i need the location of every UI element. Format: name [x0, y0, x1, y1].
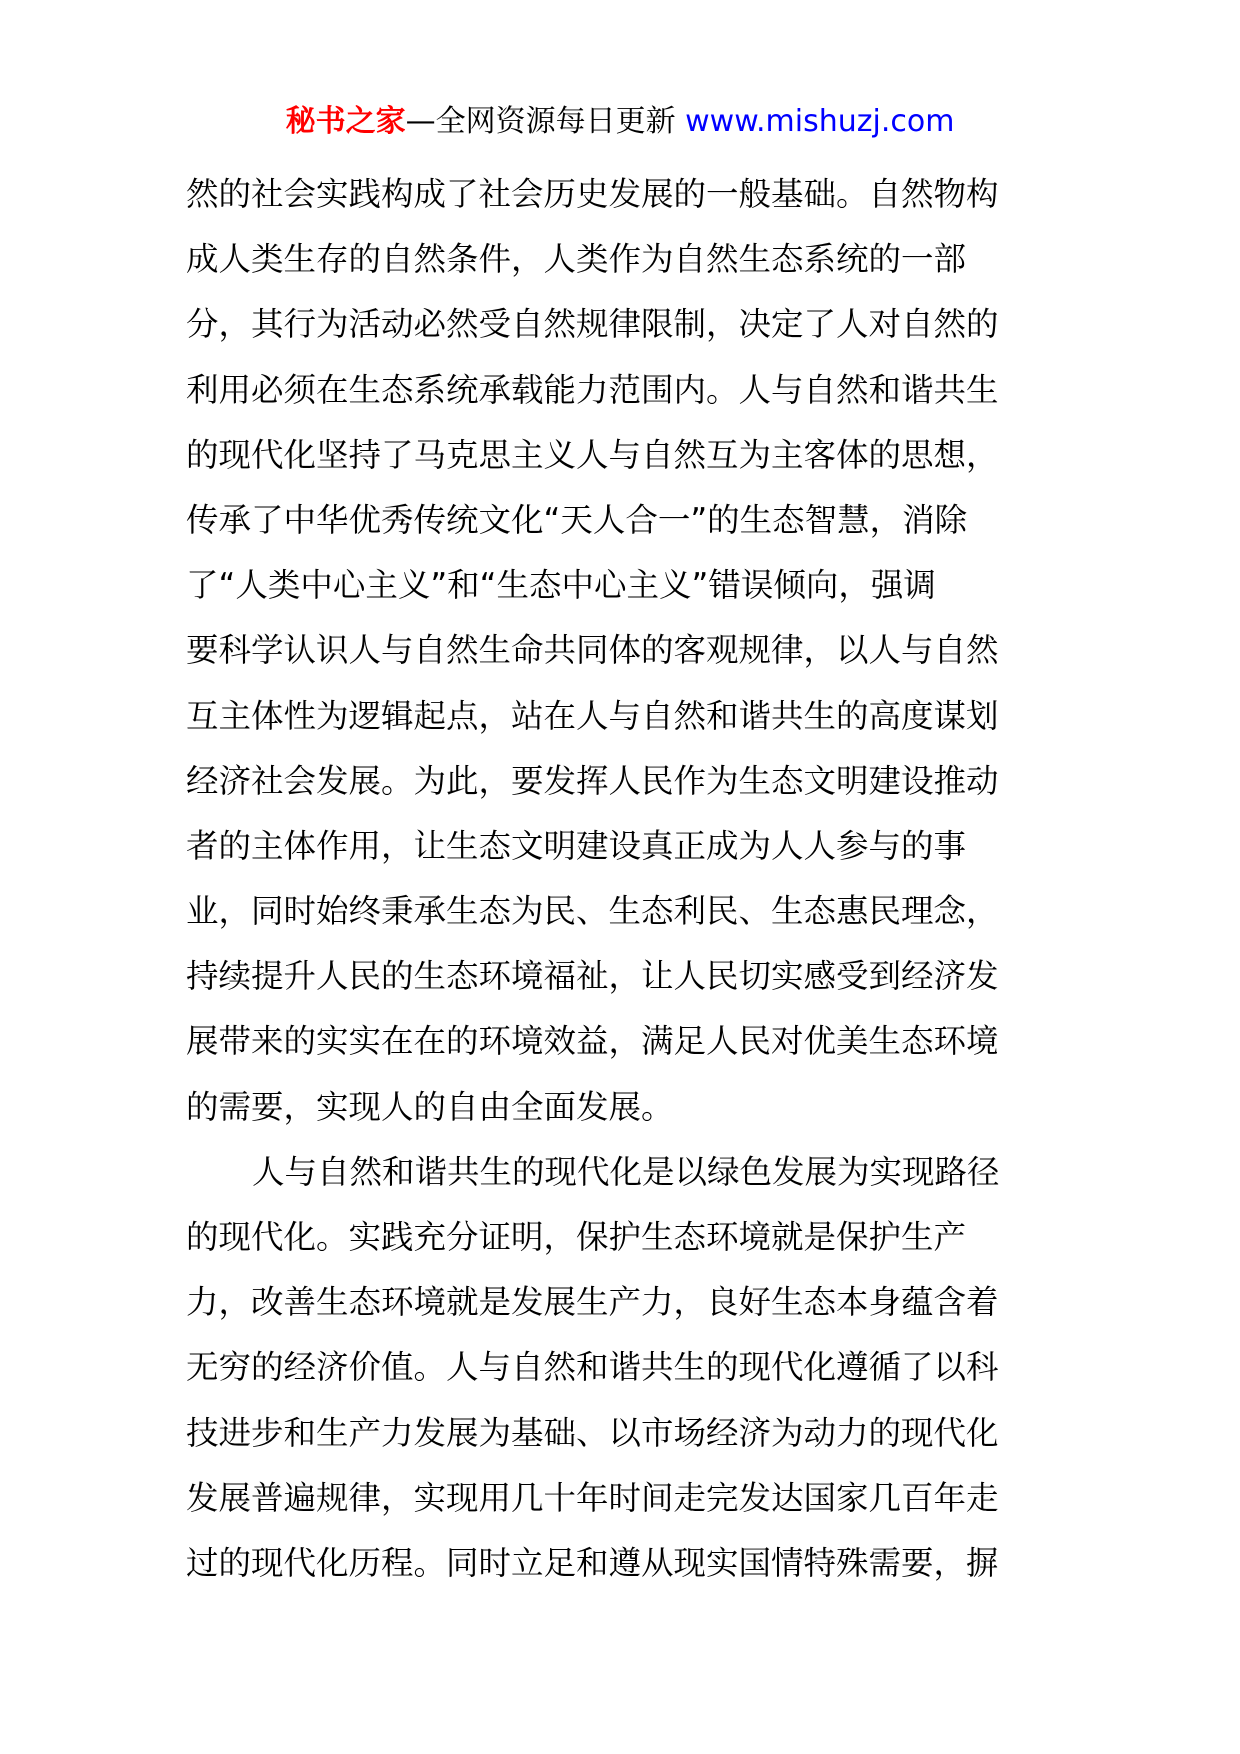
text-line: 的现代化。实践充分证明，保护生态环境就是保护生产	[186, 1218, 967, 1256]
text-line: 力，改善生态环境就是发展生产力，良好生态本身蕴含着	[186, 1283, 999, 1322]
text-line: 展带来的实实在在的环境效益，满足人民对优美生态环境	[186, 1022, 999, 1061]
text-line: 互主体性为逻辑起点，站在人与自然和谐共生的高度谋划	[186, 696, 999, 735]
text-line: 发展普遍规律，实现用几十年时间走完发达国家几百年走	[186, 1478, 999, 1517]
header-tagline: —全网资源每日更新	[405, 104, 686, 139]
text-line: 然的社会实践构成了社会历史发展的一般基础。自然物构	[186, 175, 999, 213]
text-line: 传承了中华优秀传统文化“天人合一”的生态智慧，消除	[186, 500, 968, 539]
text-line: 分，其行为活动必然受自然规律限制，决定了人对自然的	[186, 305, 999, 344]
text-line: 要科学认识人与自然生命共同体的客观规律，以人与自然	[186, 631, 999, 670]
text-line: 技进步和生产力发展为基础、以市场经济为动力的现代化	[186, 1413, 999, 1452]
site-url-link[interactable]: www.mishuzj.com	[685, 104, 955, 139]
text-line: 持续提升人民的生态环境福祉，让人民切实感受到经济发	[186, 957, 999, 996]
body-text	[186, 162, 1054, 1596]
text-line: 的现代化坚持了马克思主义人与自然互为主客体的思想，	[186, 435, 999, 474]
paragraph-start-line: 人与自然和谐共生的现代化是以绿色发展为实现路径	[252, 1152, 1000, 1191]
site-header	[0, 100, 1240, 144]
text-line: 过的现代化历程。同时立足和遵从现实国情特殊需要，摒	[186, 1543, 999, 1582]
text-line: 业，同时始终秉承生态为民、生态利民、生态惠民理念，	[186, 892, 999, 931]
text-line: 利用必须在生态系统承载能力范围内。人与自然和谐共生	[186, 370, 999, 409]
text-line: 无穷的经济价值。人与自然和谐共生的现代化遵循了以科	[186, 1348, 999, 1387]
text-line: 的需要，实现人的自由全面发展。	[186, 1087, 674, 1126]
brand-name: 秘书之家	[285, 104, 406, 139]
text-line: 经济社会发展。为此，要发挥人民作为生态文明建设推动	[186, 761, 999, 800]
text-line: 了“人类中心主义”和“生态中心主义”错误倾向，强调	[186, 566, 936, 605]
text-line: 成人类生存的自然条件，人类作为自然生态系统的一部	[186, 240, 967, 279]
text-line: 者的主体作用，让生态文明建设真正成为人人参与的事	[186, 826, 967, 865]
